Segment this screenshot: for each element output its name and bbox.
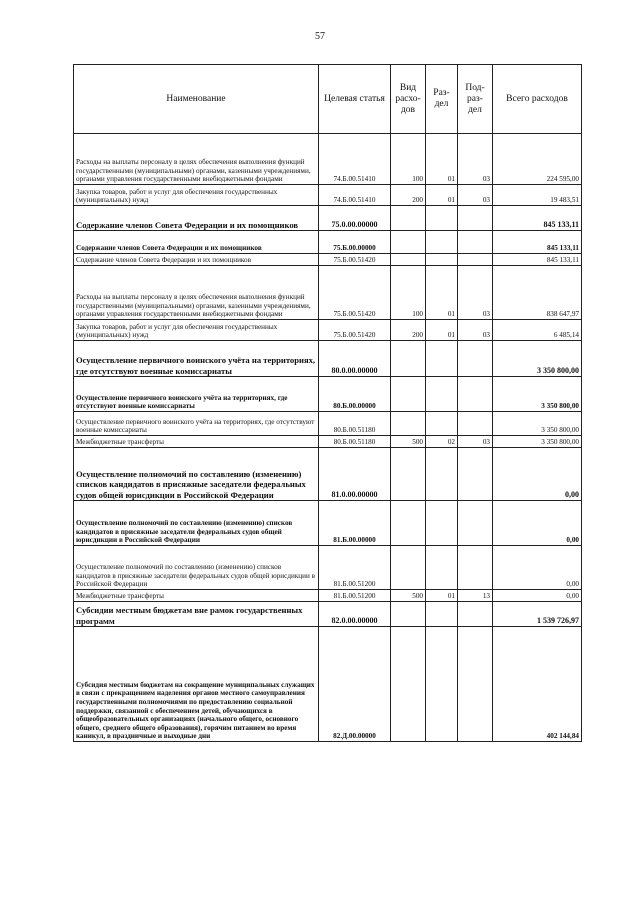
table-row <box>74 448 582 501</box>
row-subsection: 03 <box>458 185 493 206</box>
row-type <box>391 231 426 254</box>
row-type <box>391 602 426 627</box>
row-total: 402 144,84 <box>493 627 582 742</box>
table-row <box>74 377 582 412</box>
table-row <box>74 501 582 546</box>
row-total: 1 539 726,97 <box>493 602 582 627</box>
column-header-subsection: Под- раз- дел <box>458 65 493 134</box>
row-name: Межбюджетные трансферты <box>74 590 319 602</box>
column-header-type: Вид расхо- дов <box>391 65 426 134</box>
row-name: Межбюджетные трансферты <box>74 436 319 448</box>
row-name: Субсидии местным бюджетам вне рамок государственных программ <box>74 602 319 627</box>
table-row <box>74 231 582 254</box>
table-row <box>74 254 582 266</box>
row-subsection <box>458 231 493 254</box>
row-subsection <box>458 546 493 590</box>
row-total: 19 483,51 <box>493 185 582 206</box>
row-name: Осуществление первичного воинского учёта на территориях, где отсутствуют военные комиссариаты <box>74 341 319 377</box>
row-subsection: 03 <box>458 266 493 320</box>
table-row <box>74 320 582 341</box>
row-subsection: 13 <box>458 590 493 602</box>
row-section <box>426 377 458 412</box>
row-total: 845 133,11 <box>493 206 582 231</box>
row-section <box>426 448 458 501</box>
table-row <box>74 436 582 448</box>
header-row <box>74 65 582 134</box>
row-subsection <box>458 448 493 501</box>
row-total: 0,00 <box>493 501 582 546</box>
row-code: 80.0.00.00000 <box>319 341 391 377</box>
row-subsection: 03 <box>458 320 493 341</box>
row-type <box>391 627 426 742</box>
row-code: 81.0.00.00000 <box>319 448 391 501</box>
row-type: 100 <box>391 266 426 320</box>
row-name: Осуществление первичного воинского учёта на территориях, где отсутствуют военные комиссариаты <box>74 377 319 412</box>
row-name: Расходы на выплаты персоналу в целях обеспечения выполнения функций государственными (муниципальными) органами, казенными учреждениями, органами управления государственными внебюджетными фондами <box>74 266 319 320</box>
row-type <box>391 254 426 266</box>
row-total: 3 350 800,00 <box>493 436 582 448</box>
row-total: 0,00 <box>493 590 582 602</box>
row-subsection <box>458 254 493 266</box>
row-total: 3 350 800,00 <box>493 341 582 377</box>
row-type <box>391 546 426 590</box>
row-type <box>391 341 426 377</box>
row-subsection <box>458 377 493 412</box>
row-code: 81.Б.00.51200 <box>319 590 391 602</box>
table-row <box>74 590 582 602</box>
column-header-section: Раз- дел <box>426 65 458 134</box>
table-row <box>74 602 582 627</box>
row-section: 01 <box>426 590 458 602</box>
row-code: 81.Б.00.00000 <box>319 501 391 546</box>
row-section <box>426 627 458 742</box>
row-total: 838 647,97 <box>493 266 582 320</box>
row-total: 845 133,11 <box>493 254 582 266</box>
row-name: Закупка товаров, работ и услуг для обеспечения государственных (муниципальных) нужд <box>74 320 319 341</box>
row-section: 02 <box>426 436 458 448</box>
row-total: 845 133,11 <box>493 231 582 254</box>
row-total: 0,00 <box>493 448 582 501</box>
row-section: 01 <box>426 320 458 341</box>
row-code: 75.Б.00.51420 <box>319 320 391 341</box>
row-name: Содержание членов Совета Федерации и их помощников <box>74 254 319 266</box>
table-row <box>74 206 582 231</box>
row-type: 100 <box>391 134 426 185</box>
row-type: 200 <box>391 185 426 206</box>
row-type: 500 <box>391 590 426 602</box>
row-section <box>426 546 458 590</box>
table-row <box>74 266 582 320</box>
row-name: Расходы на выплаты персоналу в целях обеспечения выполнения функций государственными (муниципальными) органами, казенными учреждениями, органами управления государственными внебюджетными фондами <box>74 134 319 185</box>
row-subsection <box>458 627 493 742</box>
row-name: Содержание членов Совета Федерации и их помощников <box>74 231 319 254</box>
row-code: 81.Б.00.51200 <box>319 546 391 590</box>
row-type <box>391 501 426 546</box>
row-name: Осуществление первичного воинского учёта на территориях, где отсутствуют военные комиссариаты <box>74 412 319 436</box>
row-code: 75.Б.00.00000 <box>319 231 391 254</box>
row-total: 0,00 <box>493 546 582 590</box>
row-subsection <box>458 412 493 436</box>
row-subsection: 03 <box>458 436 493 448</box>
row-code: 80.Б.00.51180 <box>319 436 391 448</box>
row-section <box>426 254 458 266</box>
row-code: 82.Д.00.00000 <box>319 627 391 742</box>
row-type <box>391 448 426 501</box>
row-section <box>426 206 458 231</box>
row-type <box>391 206 426 231</box>
row-subsection: 03 <box>458 134 493 185</box>
row-name: Субсидия местным бюджетам на сокращение муниципальных служащих в связи с прекращением наделения органов местного самоуправления государственными полномочиями по предоставлению социальной поддержки, связанной с обеспечением детей, обучающихся в общеобразовательных организациях (начального общего, основного общего, среднего общего образования), горячим питанием во время каникул, в праздничные и выходные дни <box>74 627 319 742</box>
expenses-table <box>73 64 582 742</box>
row-type <box>391 412 426 436</box>
table-row <box>74 627 582 742</box>
table-row <box>74 185 582 206</box>
row-code: 74.Б.00.51410 <box>319 134 391 185</box>
row-code: 74.Б.00.51410 <box>319 185 391 206</box>
row-type: 500 <box>391 436 426 448</box>
column-header-name: Наименование <box>74 65 319 134</box>
row-name: Закупка товаров, работ и услуг для обеспечения государственных (муниципальных) нужд <box>74 185 319 206</box>
row-section: 01 <box>426 185 458 206</box>
row-section <box>426 341 458 377</box>
row-code: 75.0.00.00000 <box>319 206 391 231</box>
row-code: 75.Б.00.51420 <box>319 254 391 266</box>
row-subsection <box>458 206 493 231</box>
row-section <box>426 412 458 436</box>
row-section: 01 <box>426 266 458 320</box>
row-section <box>426 501 458 546</box>
row-code: 80.Б.00.00000 <box>319 377 391 412</box>
row-name: Осуществление полномочий по составлению (изменению) списков кандидатов в присяжные заседатели федеральных судов общей юрисдикции в Российской Федерации <box>74 501 319 546</box>
row-name: Содержание членов Совета Федерации и их помощников <box>74 206 319 231</box>
row-name: Осуществление полномочий по составлению (изменению) списков кандидатов в присяжные заседатели федеральных судов общей юрисдикции в Российской Федерации <box>74 546 319 590</box>
row-total: 3 350 800,00 <box>493 377 582 412</box>
row-section <box>426 231 458 254</box>
row-section <box>426 602 458 627</box>
column-header-total: Всего расходов <box>493 65 582 134</box>
row-code: 82.0.00.00000 <box>319 602 391 627</box>
table-row <box>74 341 582 377</box>
table-row <box>74 546 582 590</box>
row-subsection <box>458 341 493 377</box>
row-subsection <box>458 602 493 627</box>
table-row <box>74 412 582 436</box>
row-total: 3 350 800,00 <box>493 412 582 436</box>
row-type <box>391 377 426 412</box>
row-section: 01 <box>426 134 458 185</box>
row-total: 6 485,14 <box>493 320 582 341</box>
row-subsection <box>458 501 493 546</box>
table-row <box>74 134 582 185</box>
row-code: 75.Б.00.51420 <box>319 266 391 320</box>
row-type: 200 <box>391 320 426 341</box>
page-number: 57 <box>315 31 325 42</box>
row-name: Осуществление полномочий по составлению (изменению) списков кандидатов в присяжные заседатели федеральных судов общей юрисдикции в Российской Федерации <box>74 448 319 501</box>
row-code: 80.Б.00.51180 <box>319 412 391 436</box>
row-total: 224 595,00 <box>493 134 582 185</box>
column-header-code: Целевая статья <box>319 65 391 134</box>
